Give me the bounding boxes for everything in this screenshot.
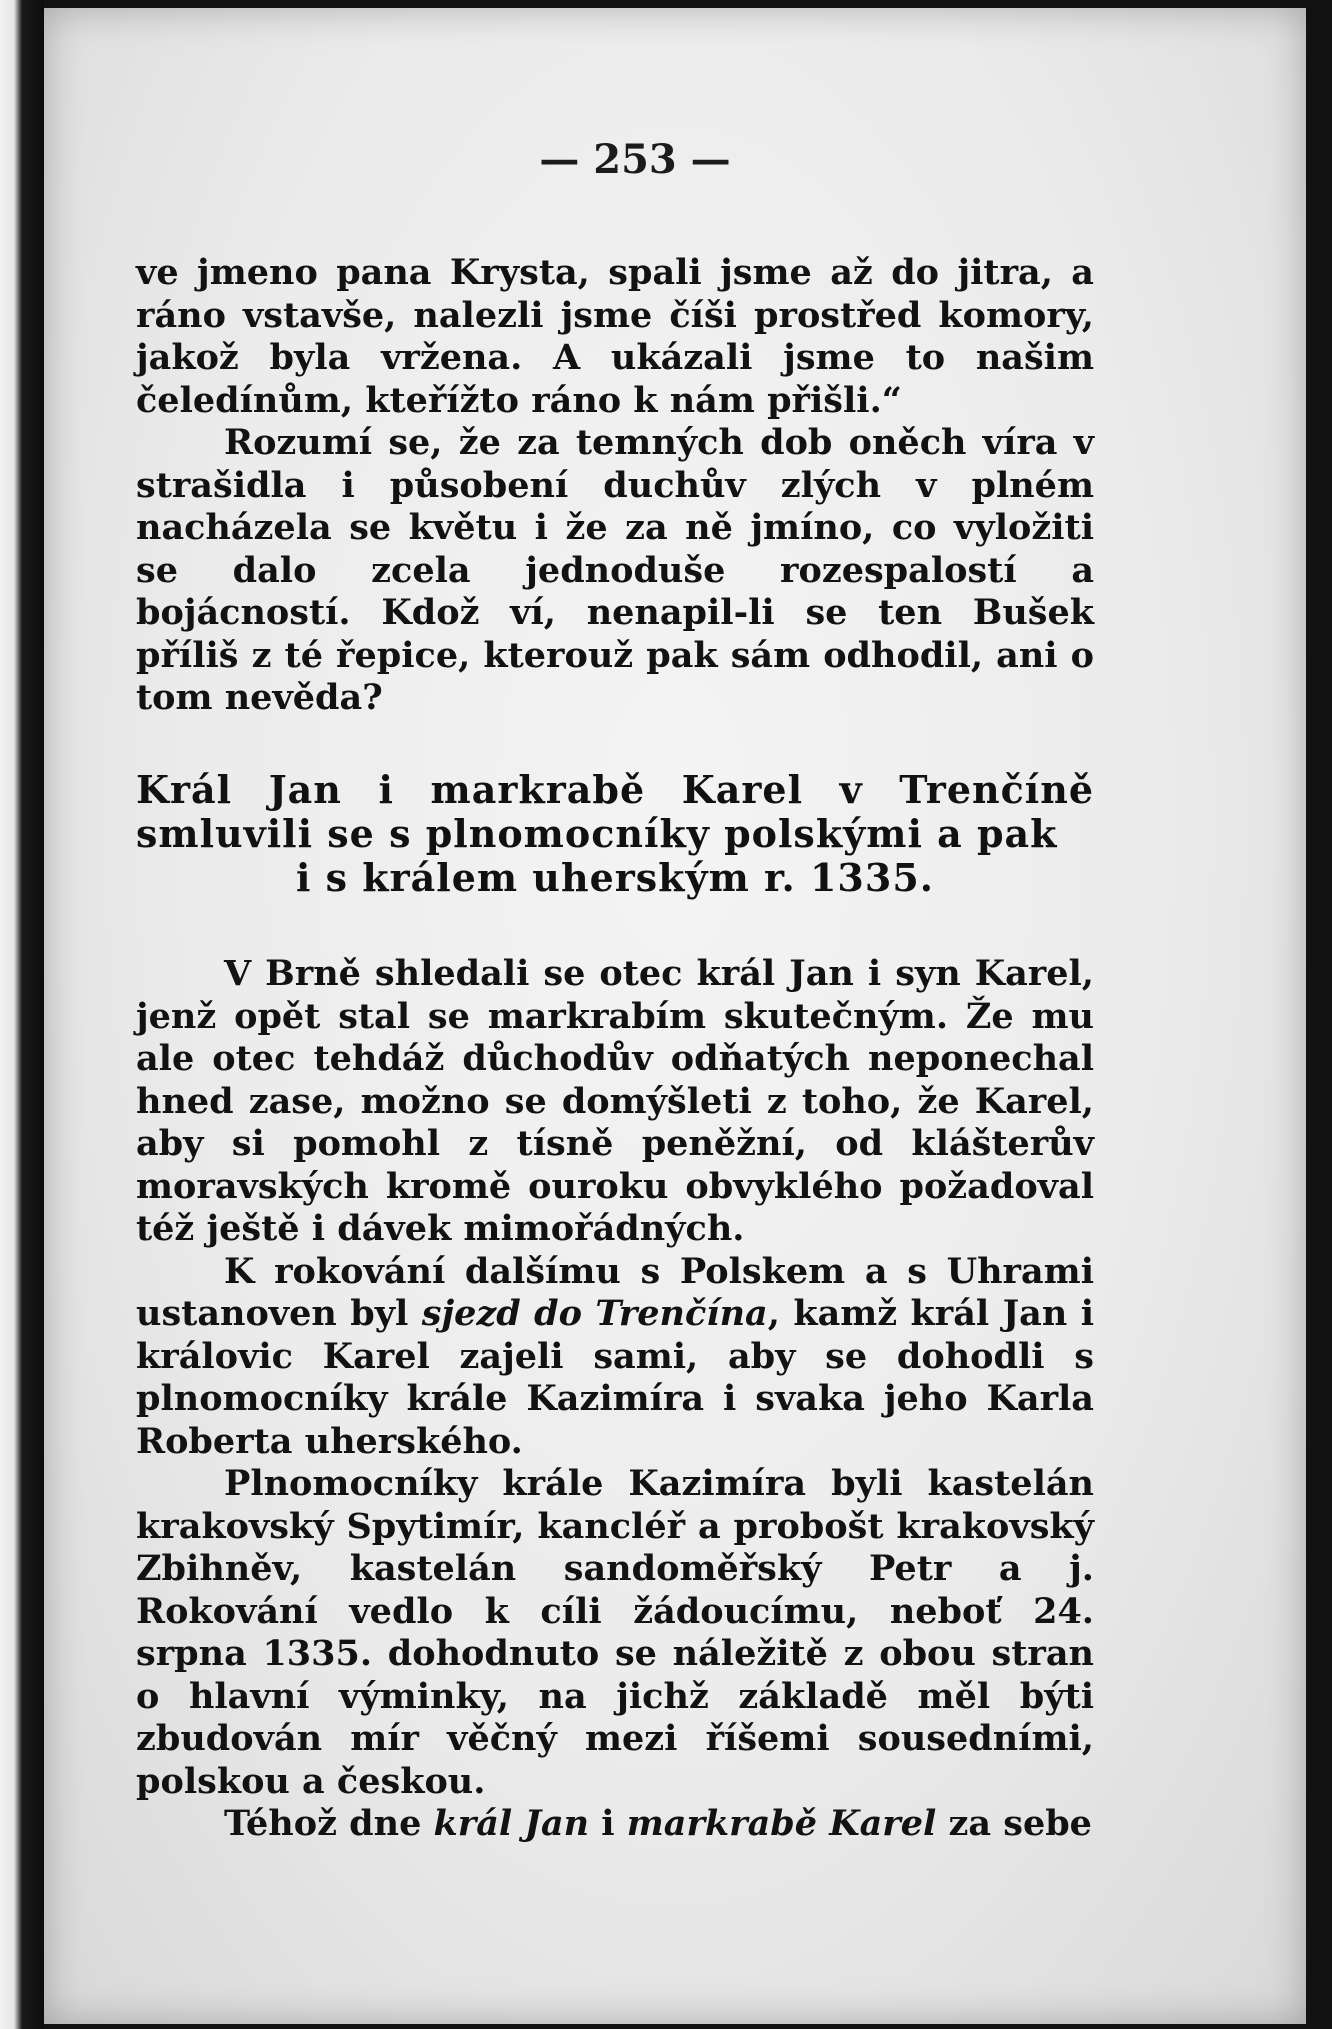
paragraph-2: Rozumí se, že za temných dob oněch víra v strašidla i působení duchův zlých v plném nacházela se květu i že za ně jmíno, co vyložiti se dalo zcela jednoduše rozespalostí a bojácností. Kdož ví, nenapil-li se ten Bušek příliš z té řepice, kterouž pak sám odhodil, ani o tom nevěda? — [136, 422, 1094, 718]
paragraph-6-italic-1: král Jan — [433, 1803, 590, 1844]
paragraph-1: ve jmeno pana Krysta, spali jsme až do jitra, a ráno vstavše, nalezli jsme číši prostřed komory, jakož byla vržena. A ukázali jsme to našim čeledínům, kteřížto ráno k nám přišli.“ — [136, 252, 1094, 421]
paragraph-4-text-end: , kamž král Jan i královic Karel zajeli sami, aby se dohodli s plnomocníky krále Kazimíra i svaka jeho Karla Roberta uherského. — [136, 1293, 1094, 1462]
paragraph-6-middle: i — [589, 1803, 627, 1844]
section-heading — [136, 768, 1094, 900]
paragraph-3: V Brně shledali se otec král Jan i syn Karel, jenž opět stal se markrabím skutečným. Že mu ale otec tehdáž důchodův odňatých neponechal hned zase, možno se domýšleti z toho, že Karel, aby si pomohl z tísně peněžní, od klášterův moravských kromě ouroku obvyklého požadoval též ještě i dávek mimořádných. — [136, 953, 1094, 1249]
paragraph-5: Plnomocníky krále Kazimíra byli kastelán krakovský Spytimír, kancléř a probošt krakovský Zbihněv, kastelán sandoměřský Petr a j. Rokování vedlo k cíli žádoucímu, neboť 24. srpna 1335. dohodnuto se náležitě z obou stran o hlavní výminky, na jichž základě měl býti zbudován mír věčný mezi říšemi sousedními, polskou a českou. — [136, 1463, 1094, 1802]
paragraph-6-text: Téhož dne — [224, 1803, 434, 1844]
paragraph-4-text: K rokování dalšímu s Polskem a s Uhrami ustanoven byl — [136, 1250, 1094, 1334]
scan-edge — [0, 0, 44, 2029]
paragraph-6-text-end: za sebe — [936, 1803, 1092, 1844]
section-heading-main: Král Jan i markrabě Karel v Trenčíně smluvili se s plnomocníky polskými a pak — [136, 767, 1094, 856]
paragraph-6-italic-2: markrabě Karel — [626, 1803, 937, 1844]
section-heading-last-line: i s králem uherským r. 1335. — [296, 855, 934, 900]
paragraph-4-italic: sjezd do Trenčína — [421, 1293, 768, 1334]
lower-text — [136, 953, 1094, 1846]
page-number: — 253 — — [539, 136, 731, 183]
paragraph-6 — [136, 1803, 1094, 1846]
book-page — [44, 8, 1306, 2024]
upper-text — [136, 252, 1094, 720]
paragraph-4 — [136, 1251, 1094, 1464]
